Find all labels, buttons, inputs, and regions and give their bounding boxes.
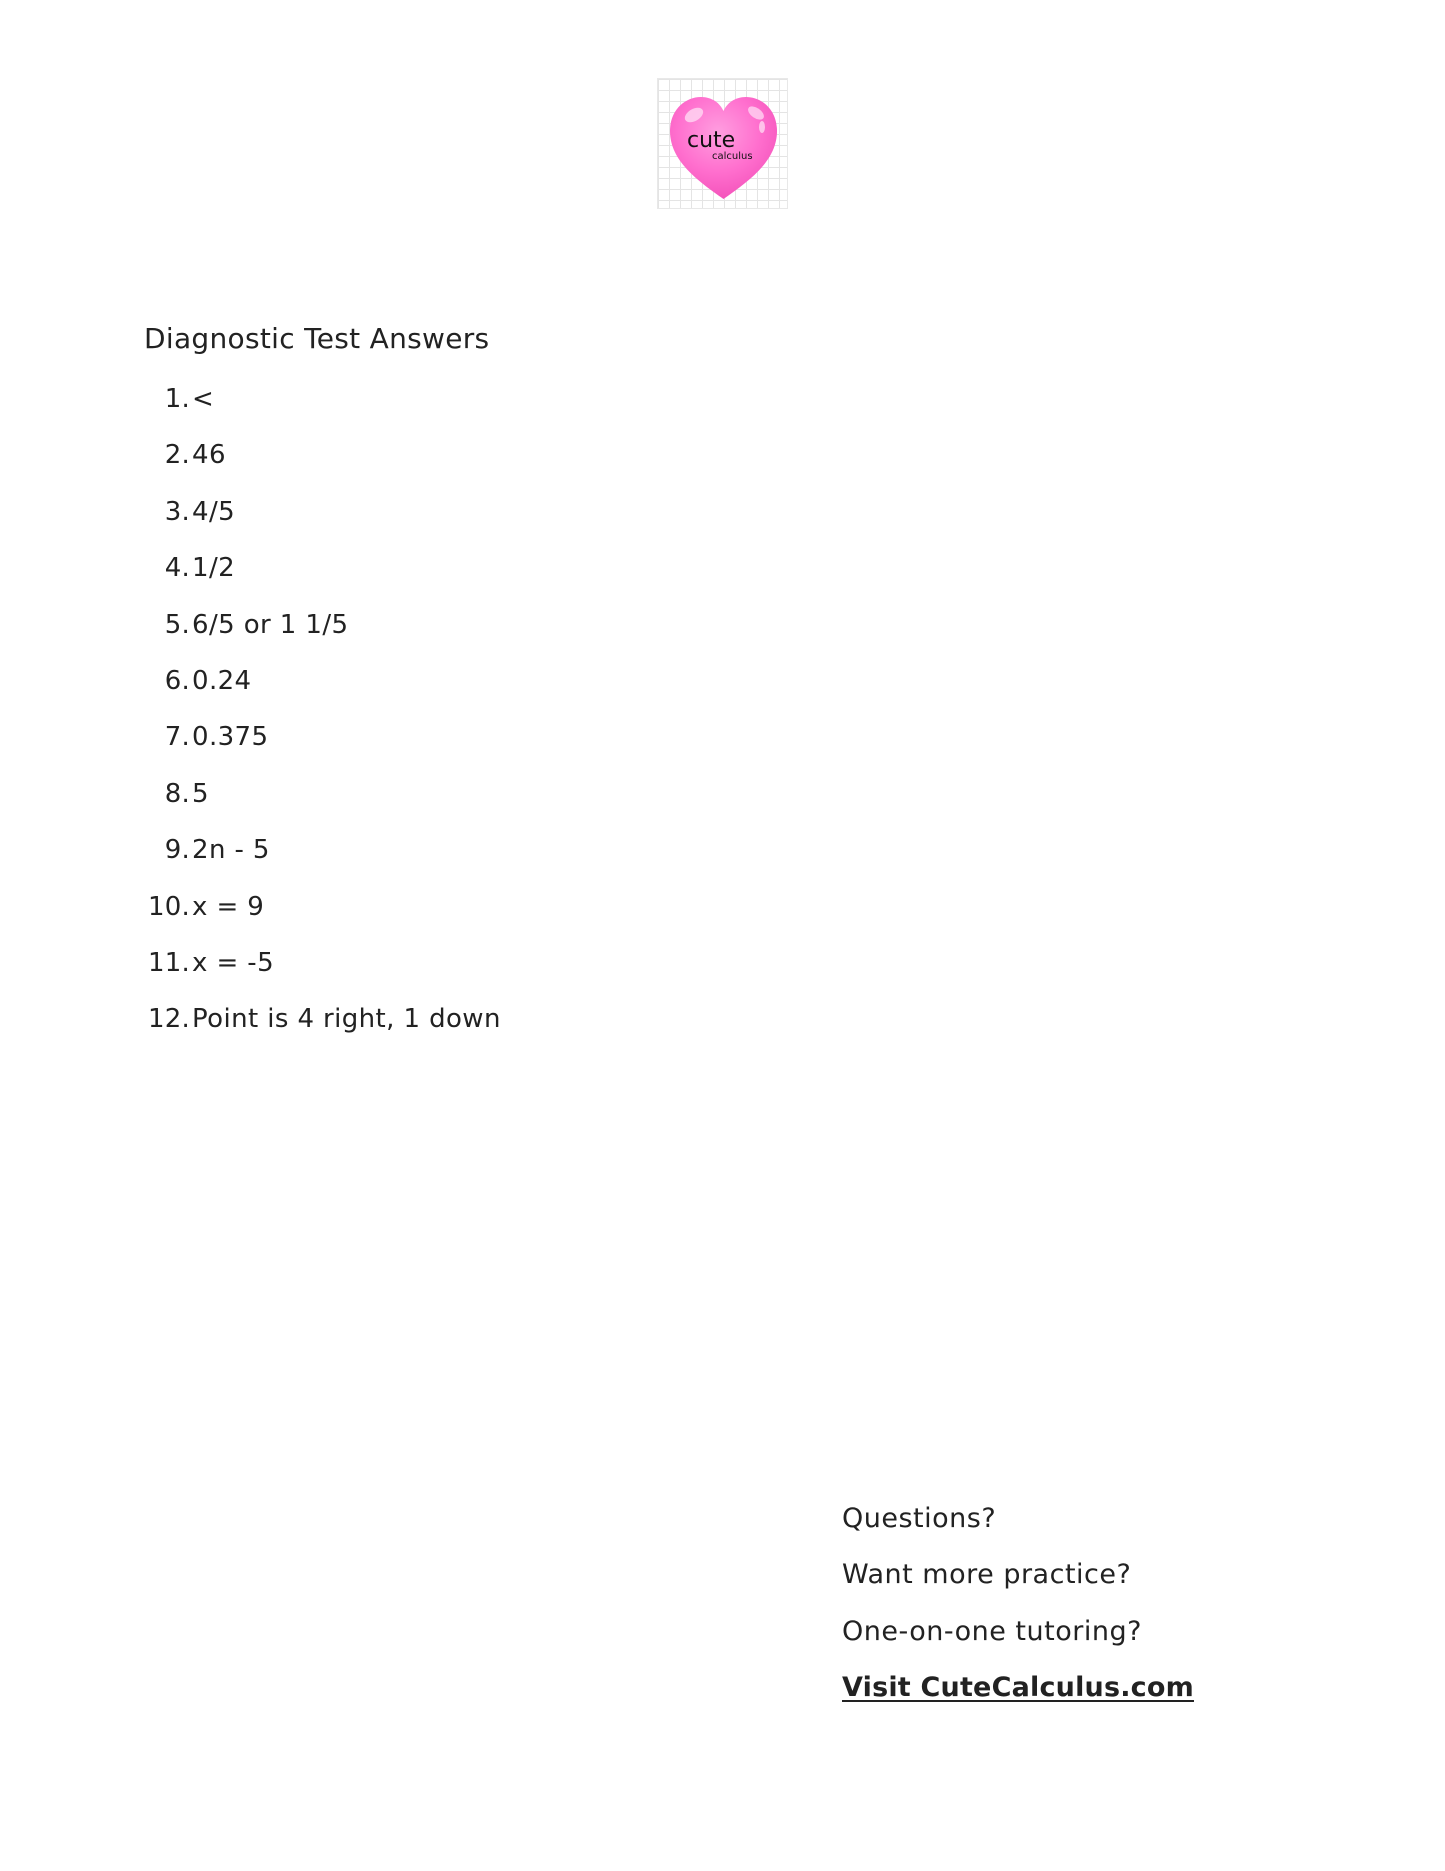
- answer-number: 1.: [164, 384, 190, 414]
- logo-word-sub: calculus: [712, 151, 753, 162]
- answer-value: <: [192, 384, 215, 414]
- visit-website-link[interactable]: Visit CuteCalculus.com: [842, 1672, 1194, 1704]
- answer-number: 2.: [164, 440, 190, 471]
- cta-questions: Questions?: [842, 1503, 997, 1534]
- cta-practice: Want more practice?: [842, 1559, 1132, 1591]
- cta-tutoring: One-on-one tutoring?: [842, 1615, 1142, 1647]
- answer-number: 11.: [148, 947, 190, 978]
- answer-value: Point is 4 right, 1 down: [192, 1004, 501, 1035]
- cute-calculus-logo: [657, 78, 788, 209]
- footer-cta: [842, 1502, 1194, 1705]
- answer-value: x = 9: [192, 891, 265, 922]
- answer-value: 0.375: [192, 722, 269, 753]
- answer-number: 3.: [164, 496, 190, 527]
- document-title: Diagnostic Test Answers: [144, 322, 490, 355]
- answer-value: 2n - 5: [192, 835, 270, 866]
- logo-word-main: cute: [687, 128, 736, 153]
- answer-value: 0.24: [192, 665, 252, 696]
- answer-value: 1/2: [192, 553, 236, 584]
- heart-logo-icon: [658, 79, 789, 210]
- answer-number: 7.: [164, 722, 190, 753]
- answer-number: 9.: [164, 835, 190, 866]
- answer-value: 5: [192, 778, 209, 809]
- answer-number: 10.: [148, 891, 190, 922]
- answer-value: x = -5: [192, 947, 275, 978]
- answer-number: 6.: [164, 665, 190, 696]
- answer-number: 5.: [164, 609, 190, 640]
- answer-number: 12.: [148, 1004, 190, 1035]
- answer-number: 4.: [164, 553, 190, 584]
- answer-value: 6/5 or 1 1/5: [192, 609, 349, 640]
- answer-value: 4/5: [192, 496, 236, 527]
- answer-value: 46: [192, 440, 226, 471]
- answer-number: 8.: [164, 778, 190, 809]
